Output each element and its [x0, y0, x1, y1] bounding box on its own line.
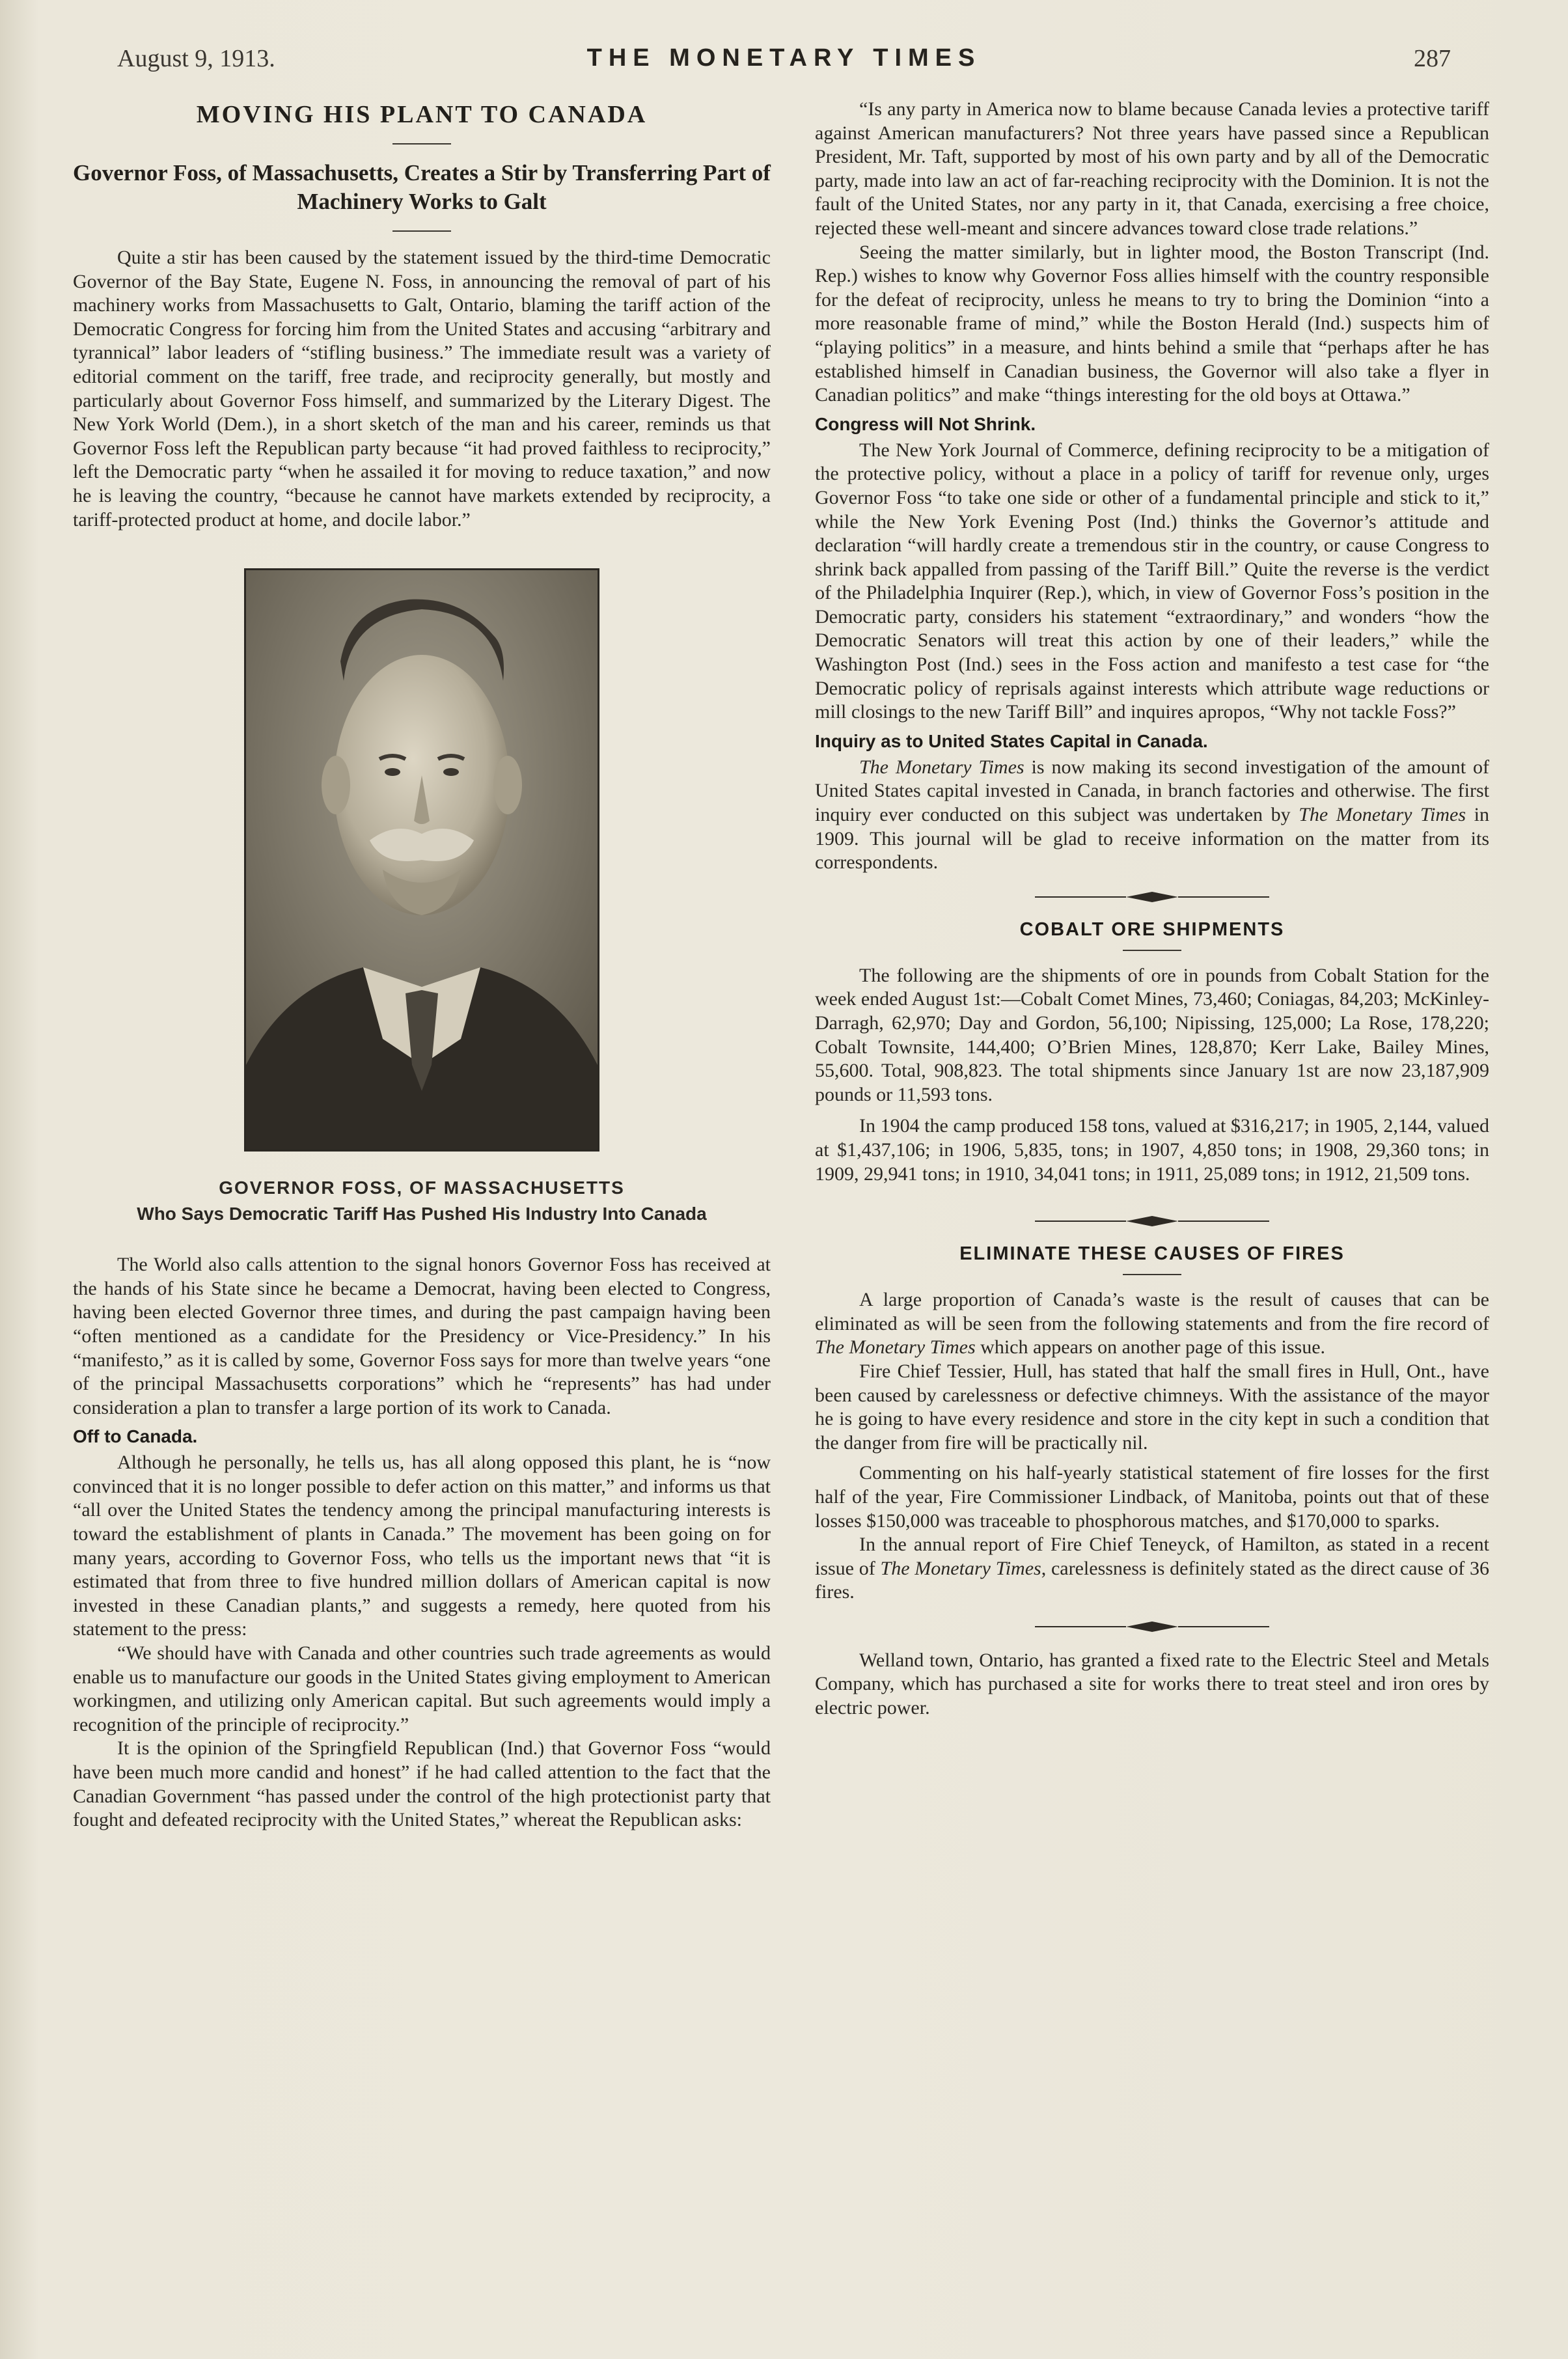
ornament-divider	[1035, 1215, 1269, 1228]
paragraph: The World also calls attention to the signal honors Governor Foss has received at the hands of his State since he became a Democrat, having been elected to Congress, having been elected Governor three times, and during the past campaign having been “often mentioned as a candidate for the Presidency or Vice-Presidency.” In his “manifesto,” as it is called by some, Governor Foss says for more than twelve years “one of the principal Massachusetts corporations” which he “represents” has had under consideration a plan to transfer a large portion of its work to Canada.	[73, 1254, 771, 1418]
page-number: 287	[1414, 45, 1451, 72]
publication-name: The Monetary Times	[1299, 804, 1466, 826]
section-heading: Inquiry as to United States Capital in Canada.	[815, 730, 1208, 751]
paragraph: Although he personally, he tells us, has all along opposed this plant, he is “now convinced that it is no longer possible to defer action on this matter,” and informs us that “all over the United States the tendency among the principal manufacturing interests is toward the establishment of plants in Canada.” The movement has been going on for many years, according to Governor Foss, who tells us the important news that “it is estimated that from three to five hundred million dollars of American capital is now invested in these Canadian plants,” and suggests a remedy, here quoted from his statement to the press:	[73, 1452, 771, 1640]
portrait-photo	[244, 568, 599, 1152]
article-headline: COBALT ORE SHIPMENTS	[1019, 918, 1285, 940]
divider-rule	[392, 143, 451, 145]
article-subhead: Governor Foss, of Massachusetts, Creates a Stir by Transferring Part of Machinery Works to Galt	[73, 160, 771, 214]
ornament-divider	[1035, 1620, 1269, 1633]
paragraph: In 1904 the camp produced 158 tons, valued at $316,217; in 1905, 2,144, valued at $1,437,106; in 1906, 5,835, tons; in 1907, 4,850 tons; in 1908, 29,360 tons; in 1909, 29,941 tons; in 1910, 34,041 tons; in 1911, 25,089 tons; in 1912, 21,509 tons.	[815, 1115, 1489, 1185]
left-column	[73, 98, 771, 1832]
issue-date: August 9, 1913.	[117, 45, 275, 72]
paragraph: A large proportion of Canada’s waste is the result of causes that can be eliminated as will be seen from the following statements and from the fire record of The Monetary Times which appears on another page of this issue.	[815, 1289, 1489, 1359]
paragraph: It is the opinion of the Springfield Republican (Ind.) that Governor Foss “would have been much more candid and honest” if he had called attention to the fact that the Canadian Government “has passed under the control of the high protectionist party that fought and defeated reciprocity with the United States,” whereat the Republican asks:	[73, 1737, 771, 1831]
paragraph: Welland town, Ontario, has granted a fixed rate to the Electric Steel and Metals Company, which has purchased a site for works there to treat steel and iron ores by electric power.	[815, 1649, 1489, 1719]
section-heading: Off to Canada.	[73, 1426, 198, 1447]
paragraph: The New York Journal of Commerce, defining reciprocity to be a mitigation of the protective policy, without a place in a policy of tariff for revenue only, urges Governor Foss “to take one side or other of a fundamental principle and stick to it,” while the New York Evening Post (Ind.) thinks the Governor’s attitude and declaration “will hardly create a tremendous stir in the country, or cause Congress to shrink back appalled from passing of the Tariff Bill.” Quite the reverse is the verdict of the Philadelphia Inquirer (Rep.), which, in view of Governor Foss’s position in the Democratic party, considers his statement “extraordinary,” and wonders “how the Democratic Senators will treat this action by one of their leaders,” while the Washington Post (Ind.) sees in the Foss action and manifesto a test case for “the Democratic policy of reprisals against interests which attribute wage reductions or mill closings to the new Tariff Bill” and inquires apropos, “Why not tackle Foss?”	[815, 439, 1489, 723]
divider-rule	[392, 230, 451, 232]
paragraph: The Monetary Times is now making its second investigation of the amount of United States capital invested in Canada, in branch factories and otherwise. The first inquiry ever conducted on this subject was undertaken by The Monetary Times in 1909. This journal will be glad to receive information on the matter from its correspondents.	[815, 756, 1489, 874]
quoted-paragraph: “Is any party in America now to blame because Canada levies a protective tariff against American manufacturers? Not three years have passed since a Republican President, Mr. Taft, supported by most of his own party and by all of the Democratic party, made into law an act of far-reaching reciprocity with the Dominion. It is not the fault of the United States, nor any party in it, that Canada, exercising a free choice, rejected these well-meant and sincere advances toward close trade relations.”	[815, 98, 1489, 239]
ornament-divider	[1035, 890, 1269, 904]
quoted-paragraph: “We should have with Canada and other countries such trade agreements as would enable us to manufacture our goods in the United States giving employment to American workingmen, and utilizing only American capital. But such agreements would imply a recognition of the principle of reciprocity.”	[73, 1642, 771, 1735]
section-heading: Congress will Not Shrink.	[815, 413, 1036, 434]
publication-title: THE MONETARY TIMES	[586, 44, 982, 72]
photo-caption-title: GOVERNOR FOSS, OF MASSACHUSETTS	[219, 1178, 625, 1198]
divider-rule	[1123, 1274, 1181, 1275]
publication-name: The Monetary Times	[859, 756, 1025, 778]
paragraph: In the annual report of Fire Chief Teneyck, of Hamilton, as stated in a recent issue of The Monetary Times, carelessness is definitely stated as the direct cause of 36 fires.	[815, 1534, 1489, 1603]
paragraph: Commenting on his half-yearly statistical statement of fire losses for the first half of the year, Fire Commissioner Lindback, of Manitoba, points out that of these losses $150,000 was traceable to phosphorous matches, and $170,000 to sparks.	[815, 1462, 1489, 1532]
publication-name: The Monetary Times	[880, 1557, 1041, 1579]
article-headline: ELIMINATE THESE CAUSES OF FIRES	[959, 1243, 1345, 1265]
article-headline: MOVING HIS PLANT TO CANADA	[196, 101, 648, 128]
paragraph: The following are the shipments of ore in pounds from Cobalt Station for the week ended August 1st:—Cobalt Comet Mines, 73,460; Coniagas, 84,203; McKinley-Darragh, 62,970; Day and Gordon, 56,100; Nipissing, 125,000; La Rose, 178,220; Cobalt Townsite, 144,400; O’Brien Mines, 128,870; Kerr Lake, Bailey Mines, 55,600. Total, 908,823. The total shipments since January 1st are now 23,187,909 pounds or 11,593 tons.	[815, 964, 1489, 1105]
divider-rule	[1123, 950, 1181, 951]
paragraph: Seeing the matter similarly, but in lighter mood, the Boston Transcript (Ind. Rep.) wishes to know why Governor Foss allies himself with the country responsible for the defeat of reciprocity, unless he means to try to bring the Dominion “into a more reasonable frame of mind,” while the Boston Herald (Ind.) suspects him of “playing politics” in a measure, and hints behind a smile that “perhaps after he has established himself in Canadian business, the Governor will also take a flyer in Canadian politics” and make “things interesting for the old boys at Ottawa.”	[815, 241, 1489, 406]
portrait-illustration	[246, 570, 598, 1150]
right-column	[815, 98, 1489, 1720]
publication-name: The Monetary Times	[815, 1336, 976, 1359]
photo-caption-subtitle: Who Says Democratic Tariff Has Pushed His Industry Into Canada	[137, 1204, 707, 1224]
paragraph: Quite a stir has been caused by the statement issued by the third-time Democratic Governor of the Bay State, Eugene N. Foss, in announcing the removal of part of his machinery works from Massachusetts to Galt, Ontario, blaming the tariff action of the Democratic Congress for forcing him from the United States and accusing “arbitrary and tyrannical” labor leaders of “stifling business.” The immediate result was a variety of editorial comment on the tariff, free trade, and reciprocity generally, but mostly and particularly about Governor Foss himself, and summarized by the Literary Digest. The New York World (Dem.), in a short sketch of the man and his career, reminds us that Governor Foss left the Republican party because “it had proved faithless to reciprocity,” left the Democratic party “when he assailed it for moving to reduce taxation,” and now he is leaving the country, “because he cannot have markets extended by reciprocity, a tariff-protected product at home, and docile labor.”	[73, 247, 771, 531]
paragraph: Fire Chief Tessier, Hull, has stated that half the small fires in Hull, Ont., have been caused by carelessness or defective chimneys. With the assistance of the mayor he is going to have every residence and store in the city kept in such a condition that the danger from fire will be practically nil.	[815, 1360, 1489, 1454]
running-head	[117, 44, 1451, 90]
